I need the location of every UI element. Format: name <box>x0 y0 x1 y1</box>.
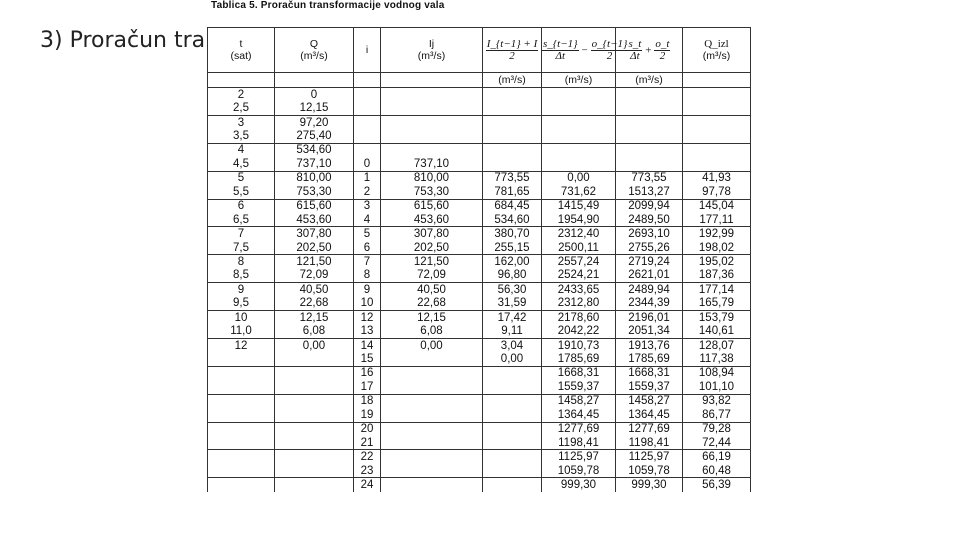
cell-t <box>208 450 275 464</box>
table-row <box>208 394 751 408</box>
table-row <box>208 115 751 129</box>
cell-ij: 737,10 <box>381 157 483 171</box>
cell-mean-inflow: 96,80 <box>483 269 542 283</box>
cell-q: 40,50 <box>275 283 354 297</box>
cell-q: 534,60 <box>275 143 354 157</box>
cell-i: 23 <box>354 464 381 478</box>
cell-q <box>275 450 354 464</box>
cell-t: 9 <box>208 283 275 297</box>
table-row <box>208 143 751 157</box>
cell-t: 5,5 <box>208 185 275 199</box>
cell-storage-plus: 1277,69 <box>616 422 683 436</box>
cell-ij: 40,50 <box>381 283 483 297</box>
cell-storage-minus: 2042,22 <box>542 324 616 338</box>
cell-storage-plus <box>616 88 683 102</box>
table-row <box>208 101 751 115</box>
table-row <box>208 199 751 213</box>
cell-i: 14 <box>354 338 381 352</box>
cell-ij: 12,15 <box>381 311 483 325</box>
cell-storage-minus <box>542 143 616 157</box>
cell-ij: 453,60 <box>381 213 483 227</box>
cell-i: 17 <box>354 380 381 394</box>
table-row <box>208 366 751 380</box>
table-caption: Tablica 5. Proračun transformacije vodnog vala <box>211 0 445 11</box>
cell-mean-inflow <box>483 115 542 129</box>
cell-storage-plus: 2196,01 <box>616 311 683 325</box>
cell-i <box>354 115 381 129</box>
cell-t: 2,5 <box>208 101 275 115</box>
cell-storage-minus: 1910,73 <box>542 338 616 352</box>
cell-q: 307,80 <box>275 227 354 241</box>
cell-mean-inflow: 17,42 <box>483 311 542 325</box>
cell-storage-plus: 1125,97 <box>616 450 683 464</box>
cell-q-out: 198,02 <box>683 241 751 255</box>
cell-q-out: 187,36 <box>683 269 751 283</box>
cell-q <box>275 478 354 492</box>
units-row <box>208 73 751 88</box>
table-row <box>208 269 751 283</box>
cell-mean-inflow: 31,59 <box>483 297 542 311</box>
cell-i: 12 <box>354 311 381 325</box>
cell-i: 7 <box>354 255 381 269</box>
cell-storage-minus: 2524,21 <box>542 269 616 283</box>
cell-ij: 121,50 <box>381 255 483 269</box>
cell-i: 6 <box>354 241 381 255</box>
cell-t: 2 <box>208 88 275 102</box>
cell-t: 7,5 <box>208 241 275 255</box>
cell-q: 615,60 <box>275 199 354 213</box>
cell-ij <box>381 464 483 478</box>
cell-t: 4 <box>208 143 275 157</box>
cell-t <box>208 408 275 422</box>
cell-storage-plus: 2719,24 <box>616 255 683 269</box>
cell-i: 0 <box>354 157 381 171</box>
cell-ij: 307,80 <box>381 227 483 241</box>
cell-t <box>208 394 275 408</box>
cell-t: 3,5 <box>208 129 275 143</box>
cell-mean-inflow: 781,65 <box>483 185 542 199</box>
cell-q-out: 41,93 <box>683 171 751 185</box>
cell-q <box>275 380 354 394</box>
cell-q: 97,20 <box>275 115 354 129</box>
cell-storage-plus: 1668,31 <box>616 366 683 380</box>
cell-ij <box>381 380 483 394</box>
cell-mean-inflow <box>483 143 542 157</box>
cell-t: 6 <box>208 199 275 213</box>
cell-i: 16 <box>354 366 381 380</box>
cell-q <box>275 464 354 478</box>
cell-i: 19 <box>354 408 381 422</box>
cell-storage-plus <box>616 157 683 171</box>
cell-q <box>275 436 354 450</box>
cell-ij <box>381 450 483 464</box>
routing-table <box>207 27 751 492</box>
cell-i: 1 <box>354 171 381 185</box>
cell-i: 24 <box>354 478 381 492</box>
cell-storage-plus: 2344,39 <box>616 297 683 311</box>
cell-q-out: 177,14 <box>683 283 751 297</box>
table-row <box>208 464 751 478</box>
table-row <box>208 88 751 102</box>
cell-q: 737,10 <box>275 157 354 171</box>
header-q: Q (m³/s) <box>275 28 354 73</box>
cell-storage-plus: 1198,41 <box>616 436 683 450</box>
cell-q: 72,09 <box>275 269 354 283</box>
header-q-out: Q_izl (m³/s) <box>683 28 751 73</box>
cell-t: 4,5 <box>208 157 275 171</box>
cell-mean-inflow: 773,55 <box>483 171 542 185</box>
cell-t <box>208 380 275 394</box>
cell-q: 202,50 <box>275 241 354 255</box>
slide-title: 3) Proračun tra <box>40 28 206 53</box>
cell-mean-inflow <box>483 366 542 380</box>
cell-q-out <box>683 115 751 129</box>
cell-q-out: 192,99 <box>683 227 751 241</box>
cell-mean-inflow: 380,70 <box>483 227 542 241</box>
cell-mean-inflow <box>483 129 542 143</box>
cell-q-out: 60,48 <box>683 464 751 478</box>
cell-i: 5 <box>354 227 381 241</box>
cell-t <box>208 436 275 450</box>
cell-storage-minus <box>542 129 616 143</box>
cell-i: 9 <box>354 283 381 297</box>
table-row <box>208 352 751 366</box>
cell-q-out <box>683 88 751 102</box>
cell-mean-inflow <box>483 408 542 422</box>
cell-q-out: 165,79 <box>683 297 751 311</box>
cell-storage-minus <box>542 115 616 129</box>
cell-t <box>208 478 275 492</box>
unit-storage-minus: (m³/s) <box>542 73 616 88</box>
cell-ij <box>381 143 483 157</box>
cell-storage-plus: 2693,10 <box>616 227 683 241</box>
cell-storage-plus: 2489,50 <box>616 213 683 227</box>
cell-storage-plus: 1913,76 <box>616 338 683 352</box>
cell-mean-inflow <box>483 464 542 478</box>
cell-t: 8 <box>208 255 275 269</box>
cell-t: 8,5 <box>208 269 275 283</box>
cell-mean-inflow: 56,30 <box>483 283 542 297</box>
cell-i: 4 <box>354 213 381 227</box>
cell-storage-minus: 2312,40 <box>542 227 616 241</box>
cell-q <box>275 408 354 422</box>
cell-storage-minus <box>542 157 616 171</box>
cell-q <box>275 366 354 380</box>
cell-storage-minus: 1198,41 <box>542 436 616 450</box>
cell-q: 275,40 <box>275 129 354 143</box>
table-body <box>208 88 751 492</box>
cell-ij <box>381 101 483 115</box>
table-row <box>208 283 751 297</box>
cell-t: 11,0 <box>208 324 275 338</box>
cell-t: 12 <box>208 338 275 352</box>
cell-i: 3 <box>354 199 381 213</box>
cell-mean-inflow <box>483 478 542 492</box>
cell-q-out: 97,78 <box>683 185 751 199</box>
cell-storage-plus: 773,55 <box>616 171 683 185</box>
cell-mean-inflow <box>483 88 542 102</box>
cell-storage-minus: 1415,49 <box>542 199 616 213</box>
cell-mean-inflow: 0,00 <box>483 352 542 366</box>
cell-i <box>354 101 381 115</box>
cell-ij: 753,30 <box>381 185 483 199</box>
table-row <box>208 213 751 227</box>
cell-storage-plus <box>616 115 683 129</box>
cell-ij <box>381 129 483 143</box>
cell-q-out: 177,11 <box>683 213 751 227</box>
cell-storage-minus: 999,30 <box>542 478 616 492</box>
cell-storage-plus: 1059,78 <box>616 464 683 478</box>
cell-t: 5 <box>208 171 275 185</box>
cell-storage-plus <box>616 101 683 115</box>
cell-i <box>354 88 381 102</box>
table-row <box>208 227 751 241</box>
cell-storage-minus: 2500,11 <box>542 241 616 255</box>
cell-ij <box>381 88 483 102</box>
cell-i: 15 <box>354 352 381 366</box>
cell-q: 0 <box>275 88 354 102</box>
cell-storage-minus: 1277,69 <box>542 422 616 436</box>
cell-storage-minus: 1458,27 <box>542 394 616 408</box>
cell-q: 22,68 <box>275 297 354 311</box>
cell-ij <box>381 478 483 492</box>
cell-i: 18 <box>354 394 381 408</box>
cell-mean-inflow: 534,60 <box>483 213 542 227</box>
cell-mean-inflow: 3,04 <box>483 338 542 352</box>
cell-ij <box>381 115 483 129</box>
cell-storage-plus <box>616 129 683 143</box>
cell-q-out: 79,28 <box>683 422 751 436</box>
cell-mean-inflow: 684,45 <box>483 199 542 213</box>
cell-mean-inflow <box>483 394 542 408</box>
cell-q-out: 195,02 <box>683 255 751 269</box>
cell-i: 13 <box>354 324 381 338</box>
cell-mean-inflow <box>483 450 542 464</box>
cell-t: 10 <box>208 311 275 325</box>
cell-q: 0,00 <box>275 338 354 352</box>
header-mean-inflow: $\frac{I\_\{t-1\} + I}{2}$ <box>483 28 542 73</box>
header-t: t (sat) <box>208 28 275 73</box>
cell-storage-plus: 2755,26 <box>616 241 683 255</box>
cell-t: 6,5 <box>208 213 275 227</box>
table-row <box>208 157 751 171</box>
cell-q-out <box>683 101 751 115</box>
unit-storage-plus: (m³/s) <box>616 73 683 88</box>
cell-storage-minus: 2557,24 <box>542 255 616 269</box>
cell-t <box>208 464 275 478</box>
cell-i: 22 <box>354 450 381 464</box>
cell-q: 453,60 <box>275 213 354 227</box>
cell-mean-inflow: 9,11 <box>483 324 542 338</box>
cell-q-out: 128,07 <box>683 338 751 352</box>
table-row <box>208 297 751 311</box>
cell-ij: 22,68 <box>381 297 483 311</box>
cell-storage-plus: 1458,27 <box>616 394 683 408</box>
cell-q-out: 101,10 <box>683 380 751 394</box>
cell-ij: 0,00 <box>381 338 483 352</box>
table-row <box>208 255 751 269</box>
cell-ij: 615,60 <box>381 199 483 213</box>
table-row <box>208 422 751 436</box>
cell-storage-plus: 1364,45 <box>616 408 683 422</box>
cell-q: 12,15 <box>275 311 354 325</box>
cell-storage-minus: 1059,78 <box>542 464 616 478</box>
cell-mean-inflow <box>483 101 542 115</box>
cell-mean-inflow <box>483 380 542 394</box>
cell-ij <box>381 408 483 422</box>
cell-i: 8 <box>354 269 381 283</box>
cell-mean-inflow: 162,00 <box>483 255 542 269</box>
cell-storage-plus: 2051,34 <box>616 324 683 338</box>
cell-mean-inflow: 255,15 <box>483 241 542 255</box>
cell-ij: 6,08 <box>381 324 483 338</box>
cell-t: 7 <box>208 227 275 241</box>
cell-ij: 72,09 <box>381 269 483 283</box>
cell-q-out: 72,44 <box>683 436 751 450</box>
cell-i: 20 <box>354 422 381 436</box>
table-row <box>208 408 751 422</box>
table-row <box>208 171 751 185</box>
cell-storage-minus: 2312,80 <box>542 297 616 311</box>
cell-q: 121,50 <box>275 255 354 269</box>
unit-mean-inflow: (m³/s) <box>483 73 542 88</box>
table-row <box>208 380 751 394</box>
cell-storage-minus <box>542 88 616 102</box>
header-row <box>208 28 751 73</box>
cell-q-out: 86,77 <box>683 408 751 422</box>
table-row <box>208 324 751 338</box>
cell-q: 810,00 <box>275 171 354 185</box>
table-row <box>208 450 751 464</box>
cell-storage-minus: 1954,90 <box>542 213 616 227</box>
table-row <box>208 478 751 492</box>
cell-storage-plus: 1513,27 <box>616 185 683 199</box>
cell-q-out: 153,79 <box>683 311 751 325</box>
header-storage-minus: $\frac{s\_\{t-1\}}{\Delta t}$ − $\frac{o\_\{t-1\}}{2}$ <box>542 28 616 73</box>
cell-storage-minus: 1785,69 <box>542 352 616 366</box>
cell-q-out: 145,04 <box>683 199 751 213</box>
cell-q-out <box>683 143 751 157</box>
cell-q-out: 56,39 <box>683 478 751 492</box>
cell-ij <box>381 436 483 450</box>
cell-storage-plus: 1559,37 <box>616 380 683 394</box>
table-row <box>208 338 751 352</box>
cell-q <box>275 352 354 366</box>
cell-storage-minus: 1668,31 <box>542 366 616 380</box>
cell-storage-plus: 2099,94 <box>616 199 683 213</box>
cell-i: 21 <box>354 436 381 450</box>
cell-mean-inflow <box>483 436 542 450</box>
cell-ij: 202,50 <box>381 241 483 255</box>
cell-ij <box>381 352 483 366</box>
cell-q-out <box>683 157 751 171</box>
cell-ij <box>381 366 483 380</box>
cell-ij <box>381 394 483 408</box>
cell-storage-minus: 1559,37 <box>542 380 616 394</box>
cell-storage-minus: 2433,65 <box>542 283 616 297</box>
table-row <box>208 311 751 325</box>
cell-t: 9,5 <box>208 297 275 311</box>
table-row <box>208 129 751 143</box>
cell-storage-plus: 2621,01 <box>616 269 683 283</box>
cell-storage-minus: 1125,97 <box>542 450 616 464</box>
cell-q-out <box>683 129 751 143</box>
cell-t: 3 <box>208 115 275 129</box>
cell-t <box>208 422 275 436</box>
cell-q: 753,30 <box>275 185 354 199</box>
cell-q-out: 108,94 <box>683 366 751 380</box>
cell-storage-plus: 1785,69 <box>616 352 683 366</box>
cell-ij: 810,00 <box>381 171 483 185</box>
cell-storage-minus <box>542 101 616 115</box>
cell-i: 2 <box>354 185 381 199</box>
cell-q: 12,15 <box>275 101 354 115</box>
cell-q: 6,08 <box>275 324 354 338</box>
cell-storage-plus: 999,30 <box>616 478 683 492</box>
cell-ij <box>381 422 483 436</box>
cell-storage-minus: 0,00 <box>542 171 616 185</box>
cell-q <box>275 422 354 436</box>
cell-storage-minus: 1364,45 <box>542 408 616 422</box>
cell-t <box>208 366 275 380</box>
header-i: i <box>354 28 381 73</box>
cell-q <box>275 394 354 408</box>
cell-storage-minus: 2178,60 <box>542 311 616 325</box>
cell-mean-inflow <box>483 422 542 436</box>
cell-q-out: 66,19 <box>683 450 751 464</box>
header-storage-plus: $\frac{s\_t}{\Delta t}$ + $\frac{o\_t}{2}$ <box>616 28 683 73</box>
table-row <box>208 436 751 450</box>
cell-t <box>208 352 275 366</box>
cell-i: 10 <box>354 297 381 311</box>
table-row <box>208 185 751 199</box>
cell-mean-inflow <box>483 157 542 171</box>
cell-q-out: 93,82 <box>683 394 751 408</box>
table-row <box>208 241 751 255</box>
table-image <box>207 0 750 532</box>
cell-storage-plus: 2489,94 <box>616 283 683 297</box>
header-ij: Ij (m³/s) <box>381 28 483 73</box>
cell-storage-plus <box>616 143 683 157</box>
cell-q-out: 117,38 <box>683 352 751 366</box>
cell-q-out: 140,61 <box>683 324 751 338</box>
cell-i <box>354 143 381 157</box>
cell-i <box>354 129 381 143</box>
cell-storage-minus: 731,62 <box>542 185 616 199</box>
